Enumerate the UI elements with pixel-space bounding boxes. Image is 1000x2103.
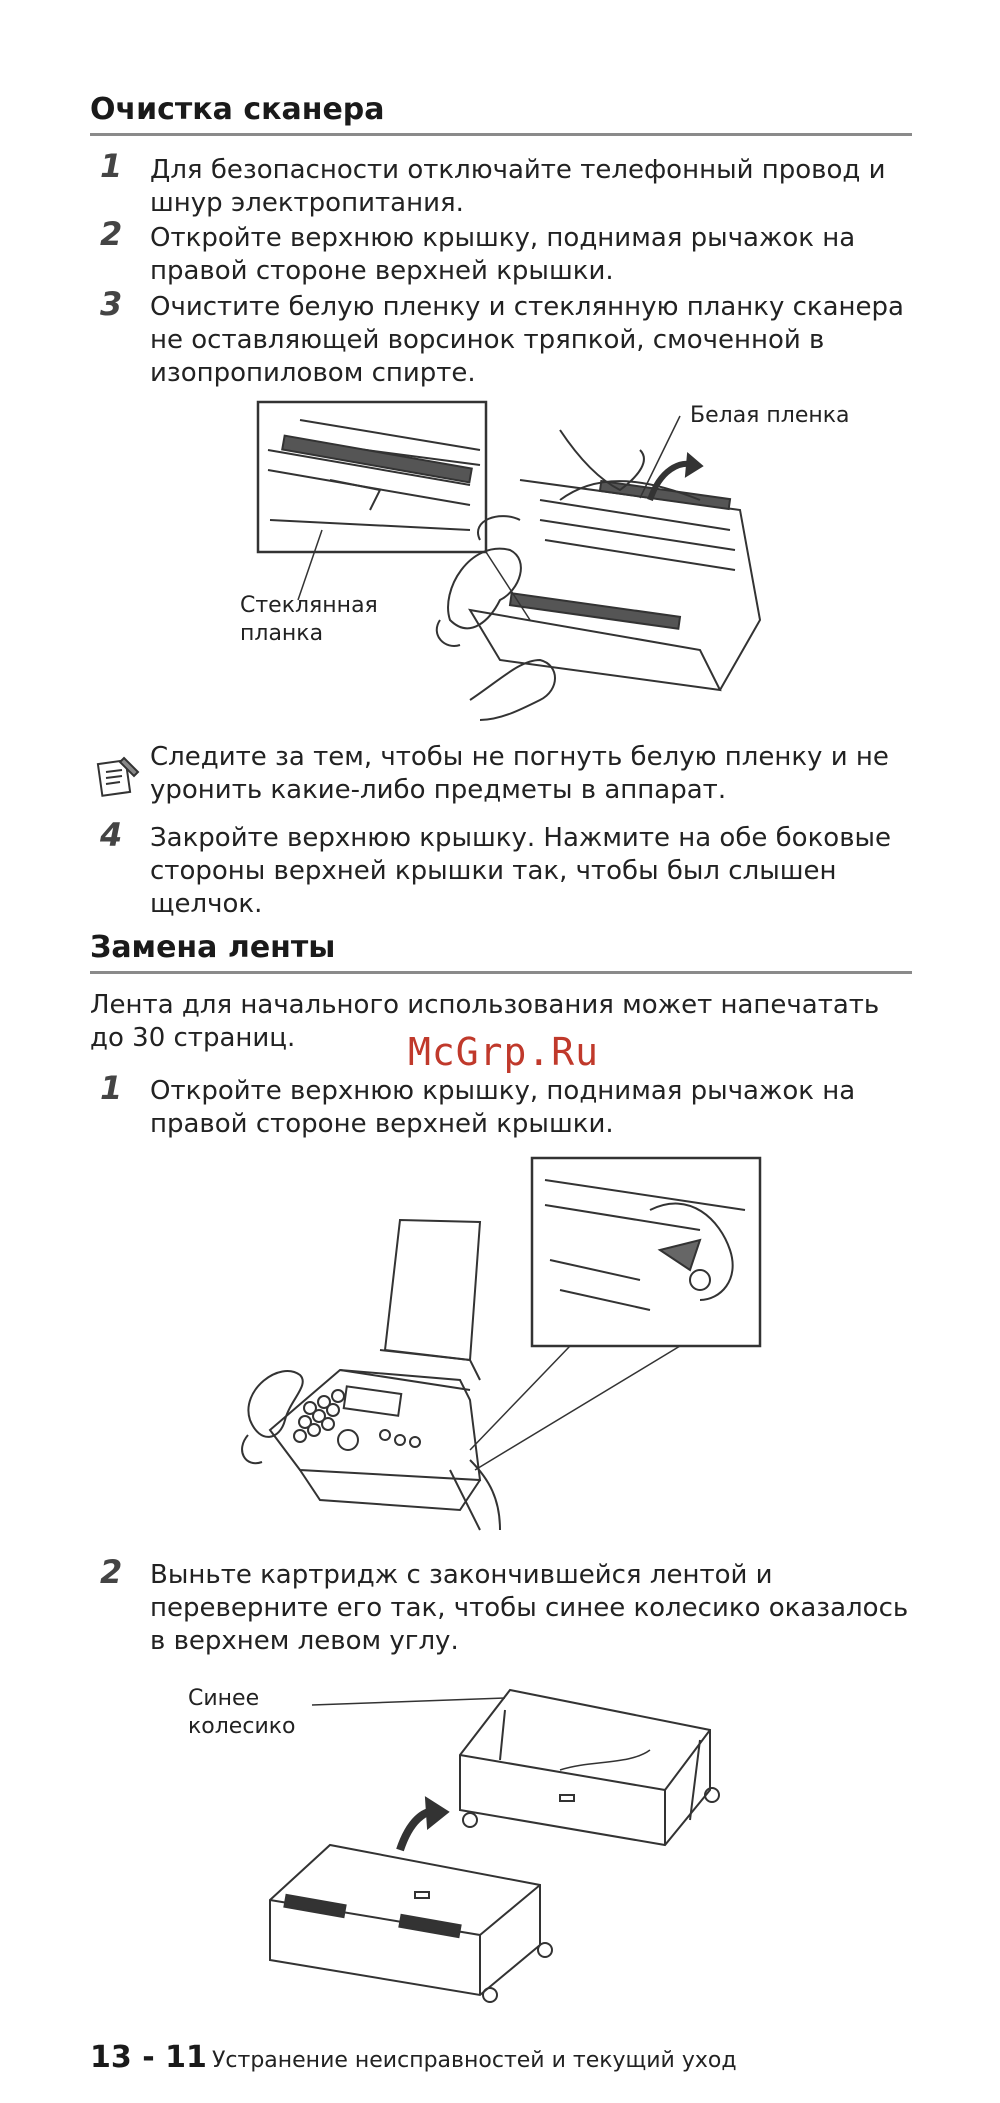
step-number: 1 [100,1069,123,1107]
label-white-film: Белая пленка [690,403,850,428]
step-text: Откройте верхнюю крышку, поднимая рычажок на правой стороне верхней крышки. [150,223,856,286]
step-number: 3 [100,285,123,323]
step-number: 1 [100,147,123,185]
step-text: Очистите белую пленку и стеклянную планку сканера не оставляющей ворсинок тряпкой, смоченной в изопропиловом спирте. [150,292,904,388]
scanner-cleaning-illustration [0,390,1000,730]
step-text: Закройте верхнюю крышку. Нажмите на обе боковые стороны верхней крышки так, чтобы был слышен щелчок. [150,823,892,919]
section-rule [90,133,912,136]
step-text: Откройте верхнюю крышку, поднимая рычажок на правой стороне верхней крышки. [150,1076,856,1139]
step-number: 4 [100,816,123,854]
section-rule [90,971,912,974]
note-icon [94,752,142,800]
step-text: Для безопасности отключайте телефонный провод и шнур электропитания. [150,155,886,218]
label-blue-wheel: Синее колесико [188,1686,296,1739]
step-number: 2 [100,1553,123,1591]
page-number: 13 - 11 [90,2040,207,2075]
chapter-title: Устранение неисправностей и текущий уход [212,2048,737,2073]
step-text: Выньте картридж с закончившейся лентой и переверните его так, чтобы синее колесико оказалось в верхнем левом углу. [150,1560,909,1656]
step-number: 2 [100,215,123,253]
ribbon-cartridge-illustration [0,1670,1000,2000]
note-text: Следите за тем, чтобы не погнуть белую пленку и не уронить какие-либо предметы в аппарат. [150,742,889,805]
label-glass-strip: Стеклянная планка [240,593,378,646]
intro-text: Лента для начального использования может напечатать до 30 страниц. [90,990,880,1053]
section-title-ribbon-replacement: Замена ленты [90,930,336,965]
fax-machine-illustration [0,1150,1000,1540]
section-title-scanner-cleaning: Очистка сканера [90,92,385,127]
watermark: McGrp.Ru [408,1030,600,1074]
